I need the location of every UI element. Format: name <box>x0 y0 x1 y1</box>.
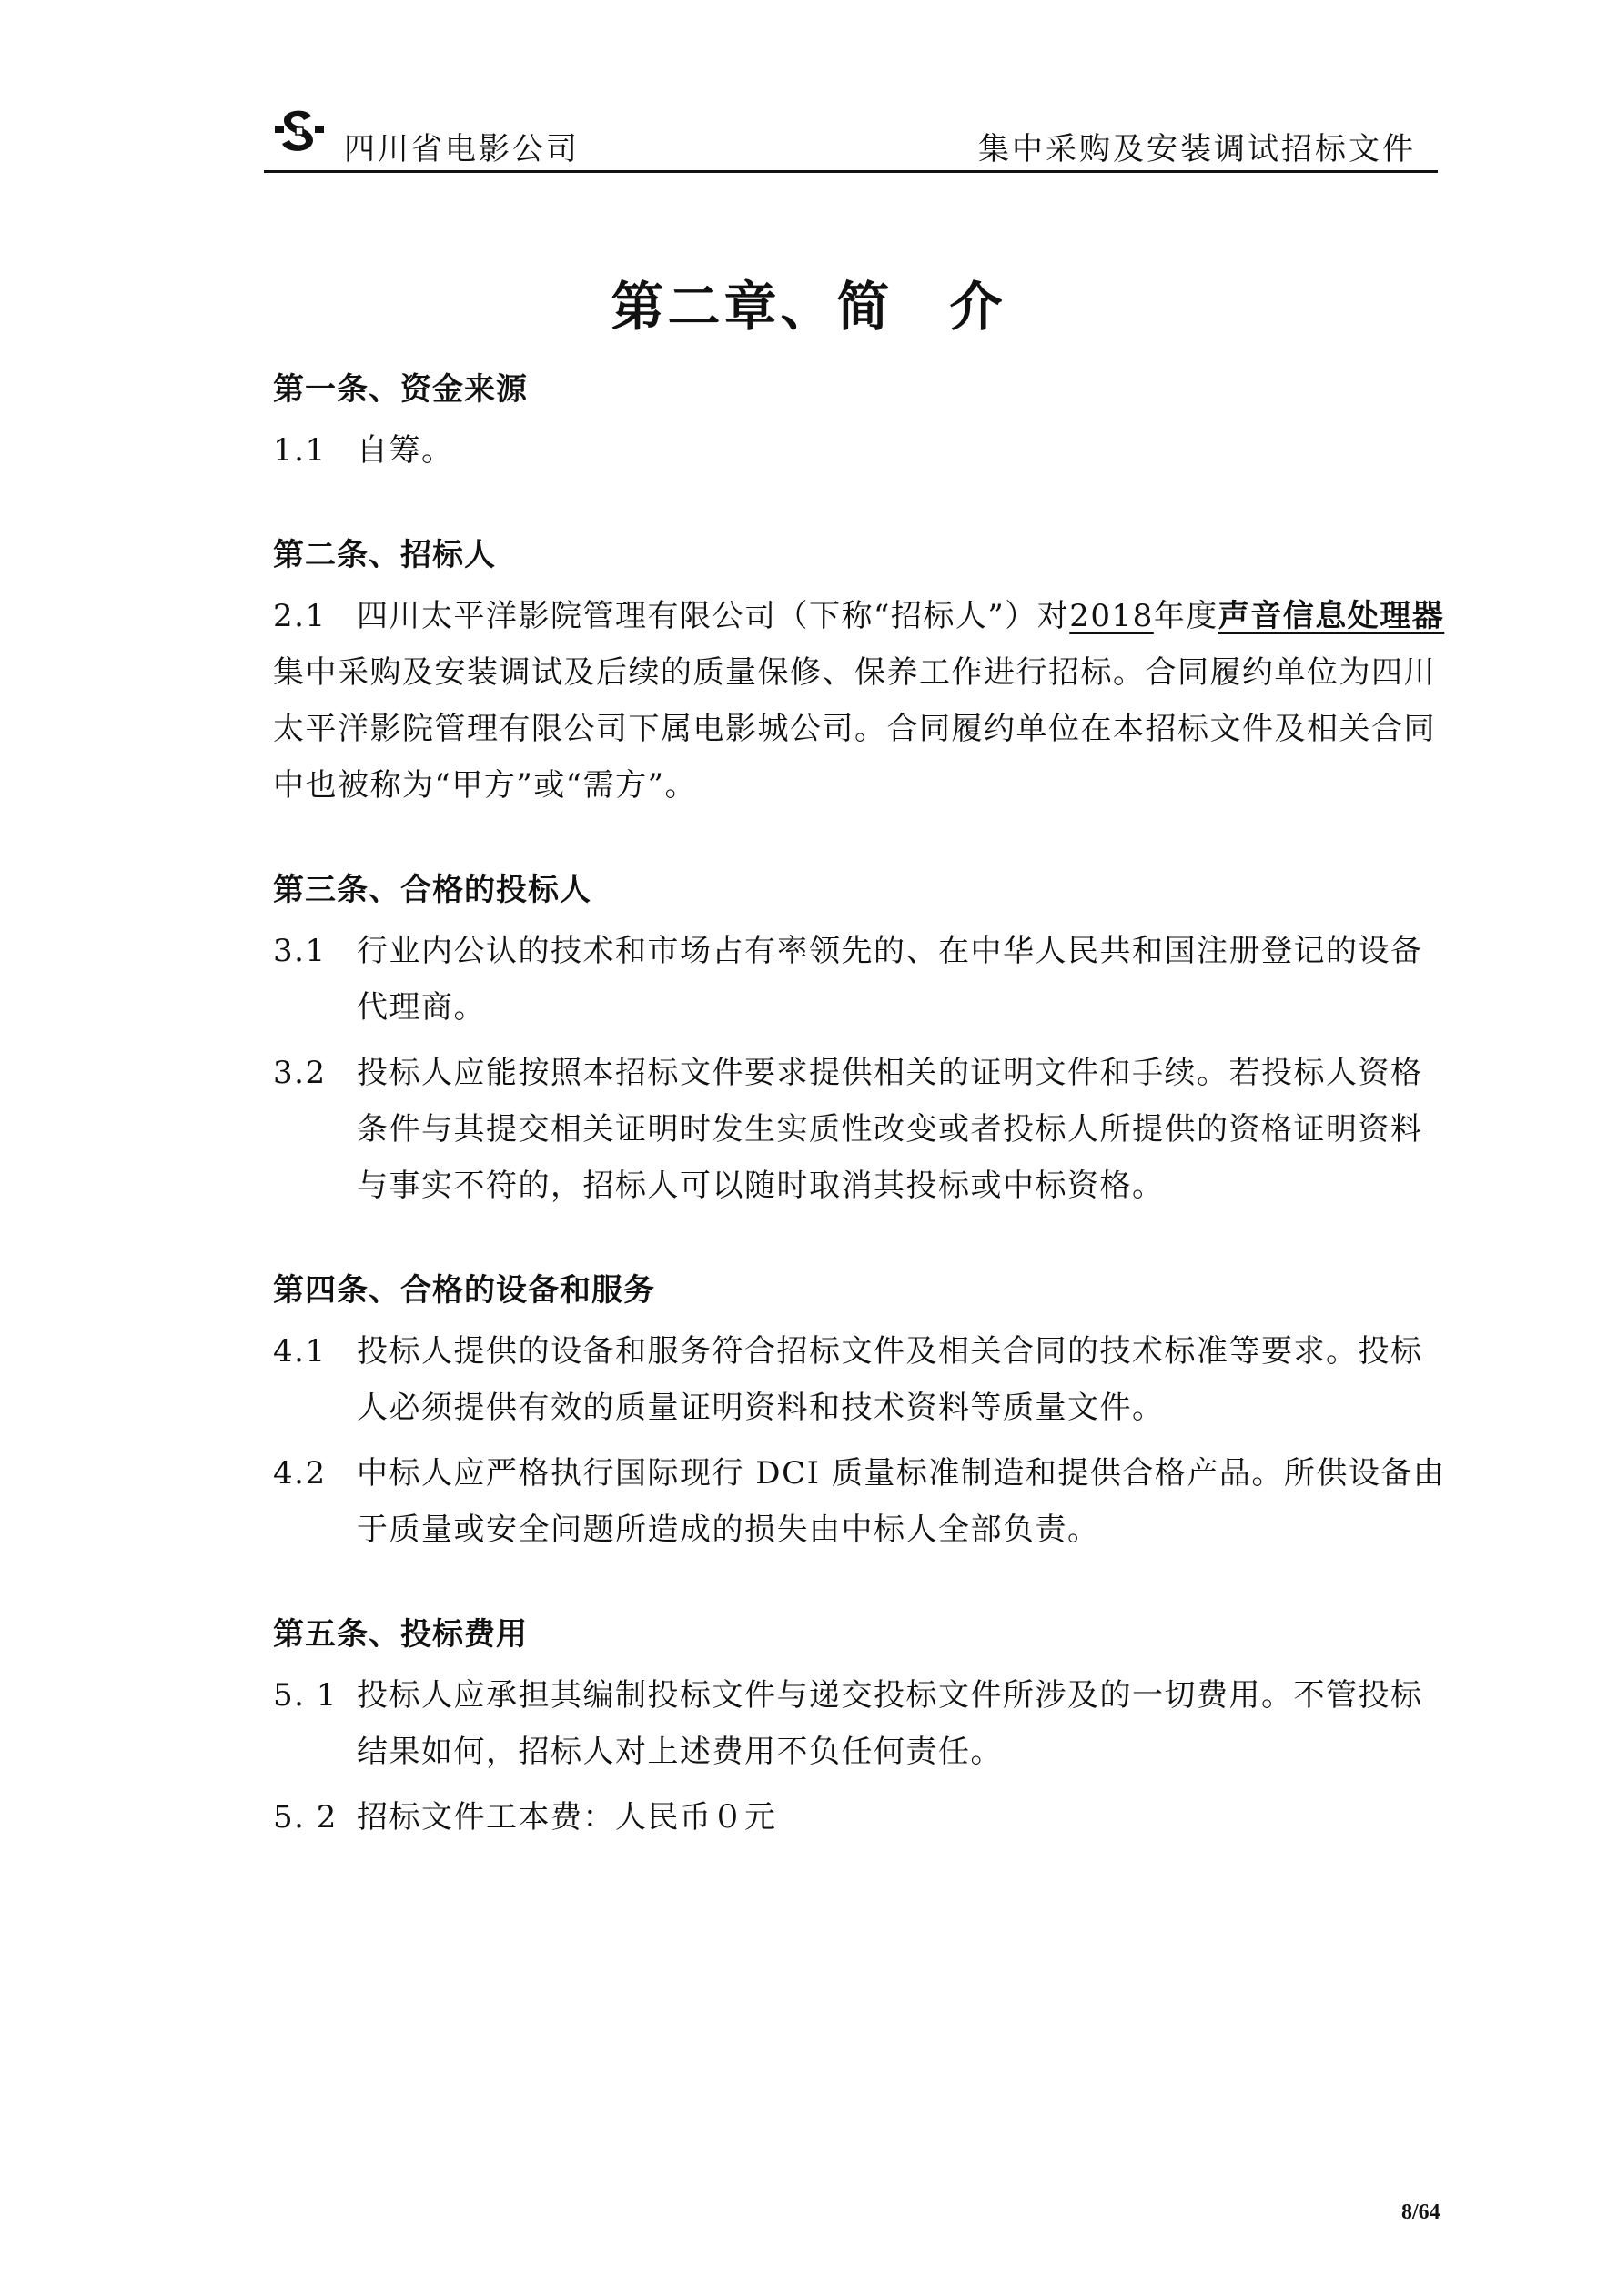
clause-text: 投标人提供的设备和服务符合招标文件及相关合同的技术标准等要求。投标人必须提供有效的质量证明资料和技术资料等质量文件。 <box>357 1333 1423 1426</box>
document-title: 集中采购及安装调试招标文件 <box>978 131 1416 167</box>
section-heading: 第二条、招标人 <box>273 537 496 573</box>
page-number: 8/64 <box>1401 2200 1440 2224</box>
clause-3-2 <box>273 1045 1447 1214</box>
clause-4-1 <box>273 1323 1447 1436</box>
clause-5-1 <box>273 1667 1447 1780</box>
clause-number: 3.1 <box>273 933 327 969</box>
header-divider <box>264 170 1438 173</box>
clause-text-a: 四川太平洋影院管理有限公司（下称“招标人”）对 <box>357 598 1070 634</box>
clause-number: 5. 2 <box>273 1799 338 1836</box>
clause-text: 投标人应能按照本招标文件要求提供相关的证明文件和手续。若投标人资格条件与其提交相关证明时发生实质性改变或者投标人所提供的资格证明资料与事实不符的，招标人可以随时取消其投标或中标资格。 <box>357 1055 1423 1204</box>
section-qualified-bidders <box>273 865 1447 1214</box>
clause-number: 5. 1 <box>273 1677 338 1714</box>
clause-text: 中标人应严格执行国际现行 DCI 质量标准制造和提供合格产品。所供设备由于质量或安全问题所造成的损失由中标人全部负责。 <box>357 1455 1446 1548</box>
clause-4-2 <box>273 1445 1447 1558</box>
company-name: 四川省电影公司 <box>344 131 580 167</box>
clause-number: 1.1 <box>273 432 327 469</box>
clause-text: 行业内公认的技术和市场占有率领先的、在中华人民共和国注册登记的设备代理商。 <box>357 933 1423 1026</box>
product-name: 声音信息处理器 <box>1218 598 1445 634</box>
clause-3-1 <box>273 923 1447 1036</box>
section-heading: 第一条、资金来源 <box>273 371 528 408</box>
clause-text: 自筹。 <box>357 432 454 469</box>
section-bidding-costs <box>273 1609 1447 1846</box>
clause-2-1 <box>273 588 1447 814</box>
clause-text: 招标文件工本费：人民币０元 <box>357 1799 777 1836</box>
section-tenderer <box>273 530 1447 814</box>
clause-number: 4.2 <box>273 1455 327 1492</box>
clause-number: 3.2 <box>273 1055 327 1091</box>
clause-text: 投标人应承担其编制投标文件与递交投标文件所涉及的一切费用。不管投标结果如何，招标人对上述费用不负任何责任。 <box>357 1677 1423 1770</box>
clause-number: 2.1 <box>273 598 327 634</box>
clause-1-1 <box>273 422 1447 479</box>
section-qualified-equipment <box>273 1265 1447 1558</box>
section-funding-source <box>273 364 1447 479</box>
clause-5-2 <box>273 1789 1447 1846</box>
clause-text-b: 年度 <box>1153 598 1218 634</box>
chapter-title: 第二章、简 介 <box>611 276 1006 338</box>
page-header <box>264 98 1438 173</box>
section-heading: 第四条、合格的设备和服务 <box>273 1272 655 1309</box>
document-body <box>273 364 1447 1846</box>
clause-text-c: 集中采购及安装调试及后续的质量保修、保养工作进行招标。合同履约单位为四川太平洋影院管理有限公司下属电影城公司。合同履约单位在本招标文件及相关合同中也被称为“甲方”或“需方”。 <box>273 654 1436 804</box>
section-heading: 第三条、合格的投标人 <box>273 872 591 908</box>
clause-number: 4.1 <box>273 1333 327 1370</box>
company-logo-icon <box>271 104 328 160</box>
tender-year: 2018 <box>1069 598 1154 634</box>
section-heading: 第五条、投标费用 <box>273 1616 528 1653</box>
